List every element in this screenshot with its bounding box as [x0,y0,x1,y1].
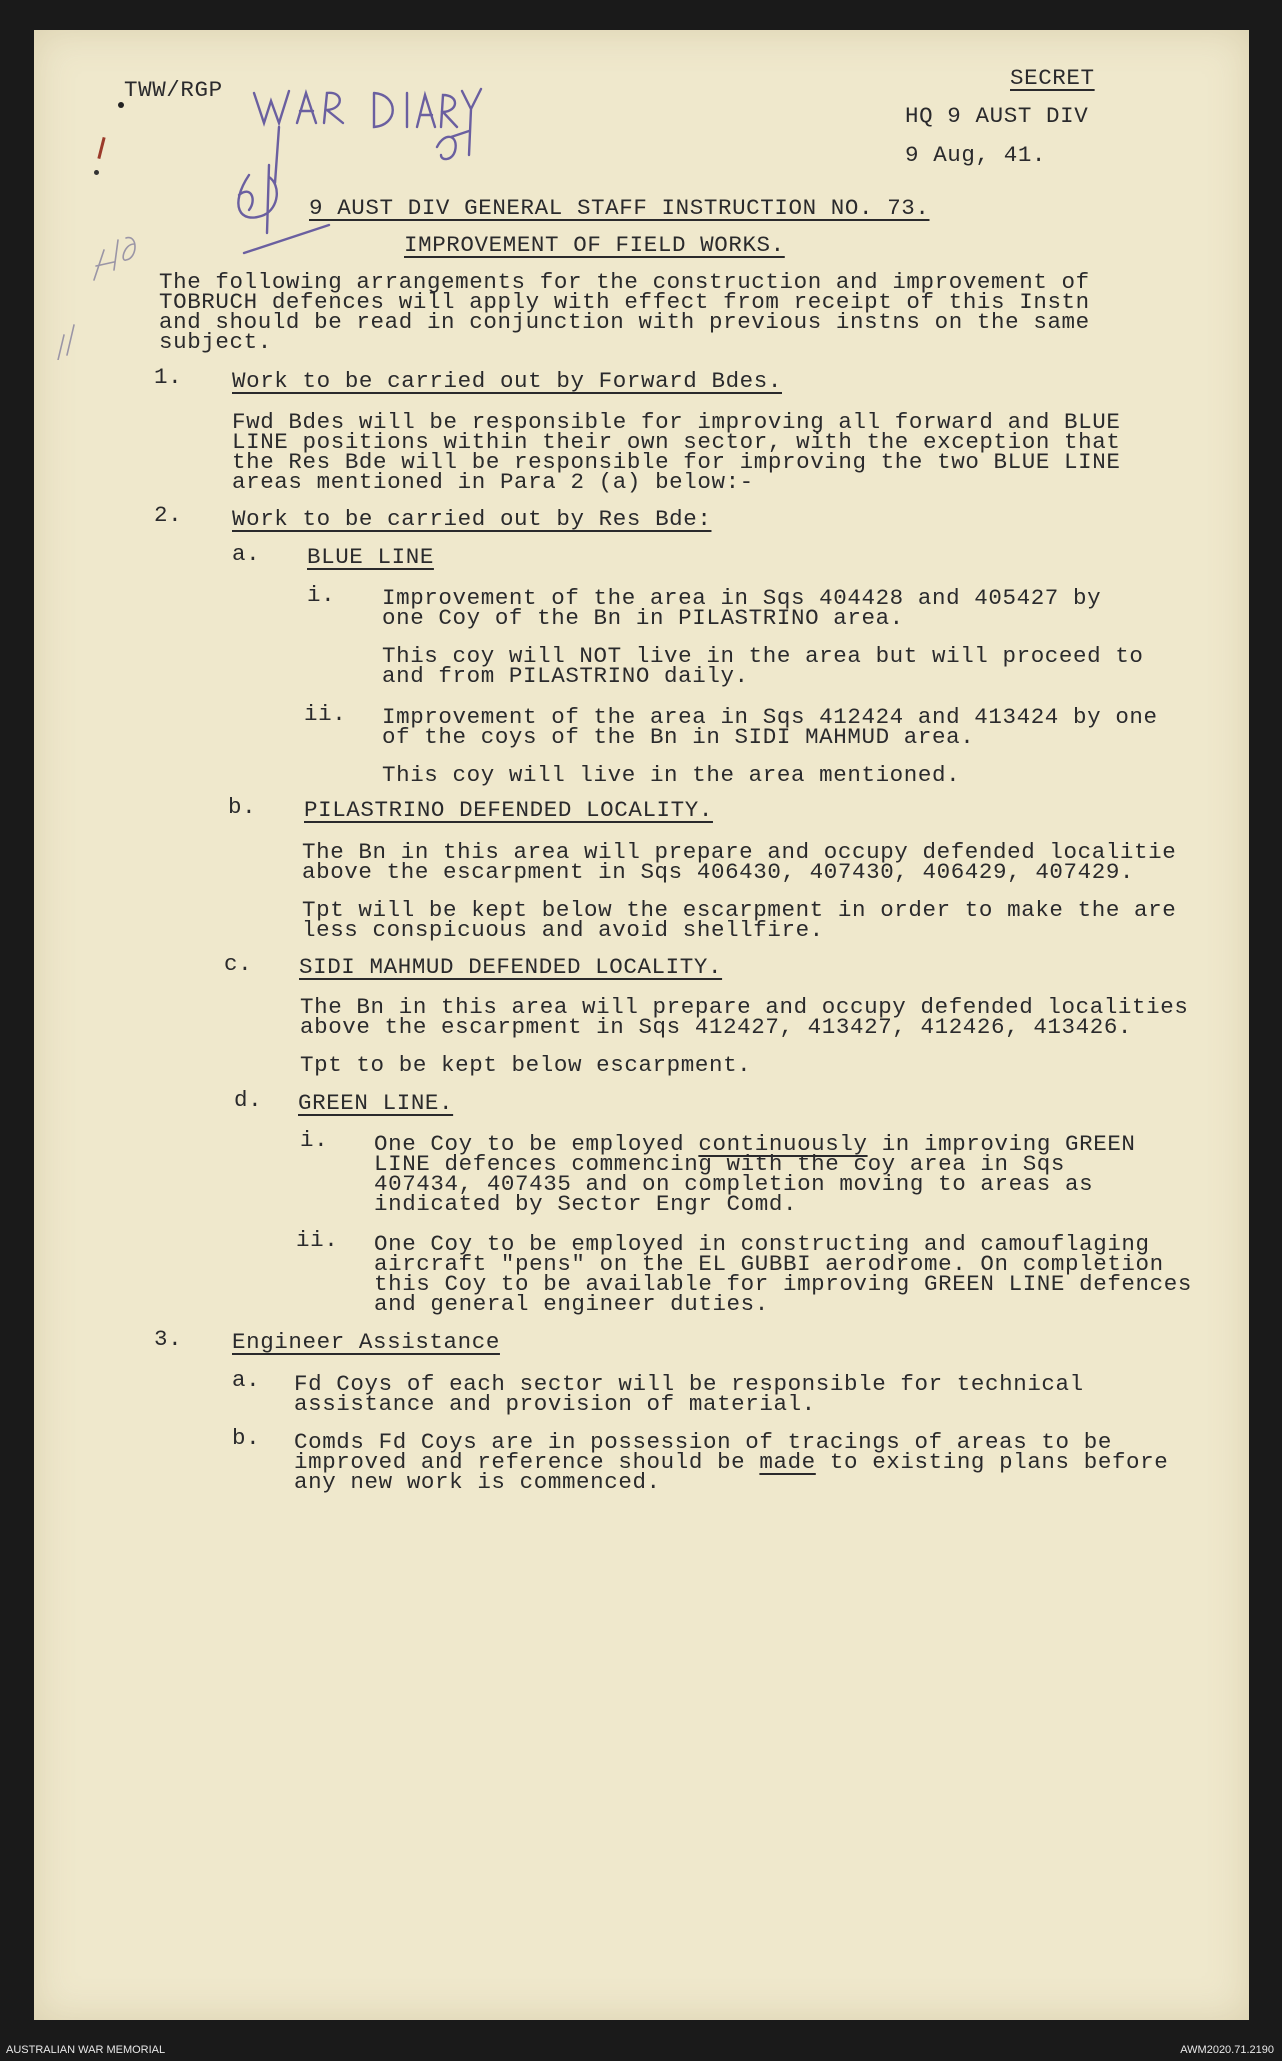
text-line: One Coy to be employed in constructing and camouflaging [374,1231,1150,1257]
text-line: and general engineer duties. [374,1291,769,1317]
text-line: 407434, 407435 and on completion moving to areas as [374,1171,1094,1197]
text-line: above the escarpment in Sqs 412427, 413427, 412426, 413426. [300,1014,1133,1040]
text-line: indicated by Sector Engr Comd. [374,1191,798,1217]
para-number: 3. [154,1326,183,1352]
text-line: This coy will NOT live in the area but will proceed to [382,643,1144,669]
reference-code: TWW/RGP [124,77,223,103]
text-line: assistance and provision of material. [294,1391,816,1417]
text-line: the Res Bde will be responsible for improving the two BLUE LINE [232,449,1121,475]
sub-heading: PILASTRINO DEFENDED LOCALITY. [304,797,713,823]
text-line: subject. [159,329,272,355]
margin-tick [97,137,105,159]
text-line: The Bn in this area will prepare and occupy defended localitie [302,839,1177,865]
sub-heading: BLUE LINE [307,544,434,570]
document-subtitle: IMPROVEMENT OF FIELD WORKS. [404,232,785,258]
text-line: Fwd Bdes will be responsible for improving all forward and BLUE [232,409,1121,435]
para-heading: Work to be carried out by Forward Bdes. [232,368,782,394]
sub-letter: b. [232,1425,261,1451]
text-line: LINE defences commencing with the coy area in Sqs [374,1151,1066,1177]
item-number: ii. [296,1227,339,1253]
margin-dot [94,170,99,175]
para-number: 1. [154,364,183,390]
text-line: and should be read in conjunction with previous instns on the same [159,309,1090,335]
text-fragment: to existing plans before [815,1449,1169,1475]
text-line: and from PILASTRINO daily. [382,663,749,689]
hq-label: HQ 9 AUST DIV [905,103,1089,129]
text-line: Comds Fd Coys are in possession of tracings of areas to be [294,1429,1112,1455]
text-fragment: in improving GREEN [867,1131,1136,1157]
item-number: i. [307,582,336,608]
document-title: 9 AUST DIV GENERAL STAFF INSTRUCTION NO. 73. [309,195,930,221]
text-line: Improvement of the area in Sqs 412424 and 413424 by one [382,704,1158,730]
sub-letter: b. [228,794,257,820]
margin-pencil-marks [34,210,174,360]
underlined-word: made [759,1449,816,1475]
text-line: of the coys of the Bn in SIDI MAHMUD area. [382,724,975,750]
para-number: 2. [154,502,183,528]
text-line: areas mentioned in Para 2 (a) below:- [232,469,754,495]
text-line: LINE positions within their own sector, with the exception that [232,429,1121,455]
para-heading: Engineer Assistance [232,1329,500,1355]
archive-footer [0,2036,1282,2061]
text-line: TOBRUCH defences will apply with effect from receipt of this Instn [159,289,1090,315]
text-line: The following arrangements for the construction and improvement of [159,269,1090,295]
item-number: i. [300,1127,329,1153]
sub-heading: SIDI MAHMUD DEFENDED LOCALITY. [299,954,723,980]
sub-letter: c. [224,951,253,977]
sub-letter: a. [232,541,261,567]
text-line: Tpt to be kept below escarpment. [300,1052,752,1078]
text-line: less conspicuous and avoid shellfire. [302,917,824,943]
text-line: Fd Coys of each sector will be responsible for technical [294,1371,1084,1397]
underlined-word: continuously [698,1131,868,1157]
text-line: aircraft "pens" on the EL GUBBI aerodrome. On completion [374,1251,1164,1277]
text-line: above the escarpment in Sqs 406430, 407430, 406429, 407429. [302,859,1135,885]
text-fragment: One Coy to be employed [374,1131,699,1157]
para-heading: Work to be carried out by Res Bde: [232,506,712,532]
date-label: 9 Aug, 41. [905,142,1047,168]
sub-letter: a. [232,1367,261,1393]
classification-label: SECRET [1010,65,1095,91]
text-line: one Coy of the Bn in PILASTRINO area. [382,605,904,631]
sub-letter: d. [234,1087,263,1113]
document-page [34,30,1249,2020]
text-line: Tpt will be kept below the escarpment in order to make the are [302,897,1177,923]
sub-heading: GREEN LINE. [298,1090,454,1116]
text-fragment: improved and reference should be [294,1449,760,1475]
item-number: ii. [304,701,347,727]
archive-name: AUSTRALIAN WAR MEMORIAL [6,2044,166,2056]
archive-id: AWM2020.71.2190 [1180,2044,1274,2056]
text-line: Improvement of the area in Sqs 404428 and 405427 by [382,585,1102,611]
text-line: This coy will live in the area mentioned. [382,762,961,788]
text-line: any new work is commenced. [294,1469,661,1495]
text-line: this Coy to be available for improving GREEN LINE defences [374,1271,1192,1297]
text-line: The Bn in this area will prepare and occupy defended localities [300,994,1189,1020]
